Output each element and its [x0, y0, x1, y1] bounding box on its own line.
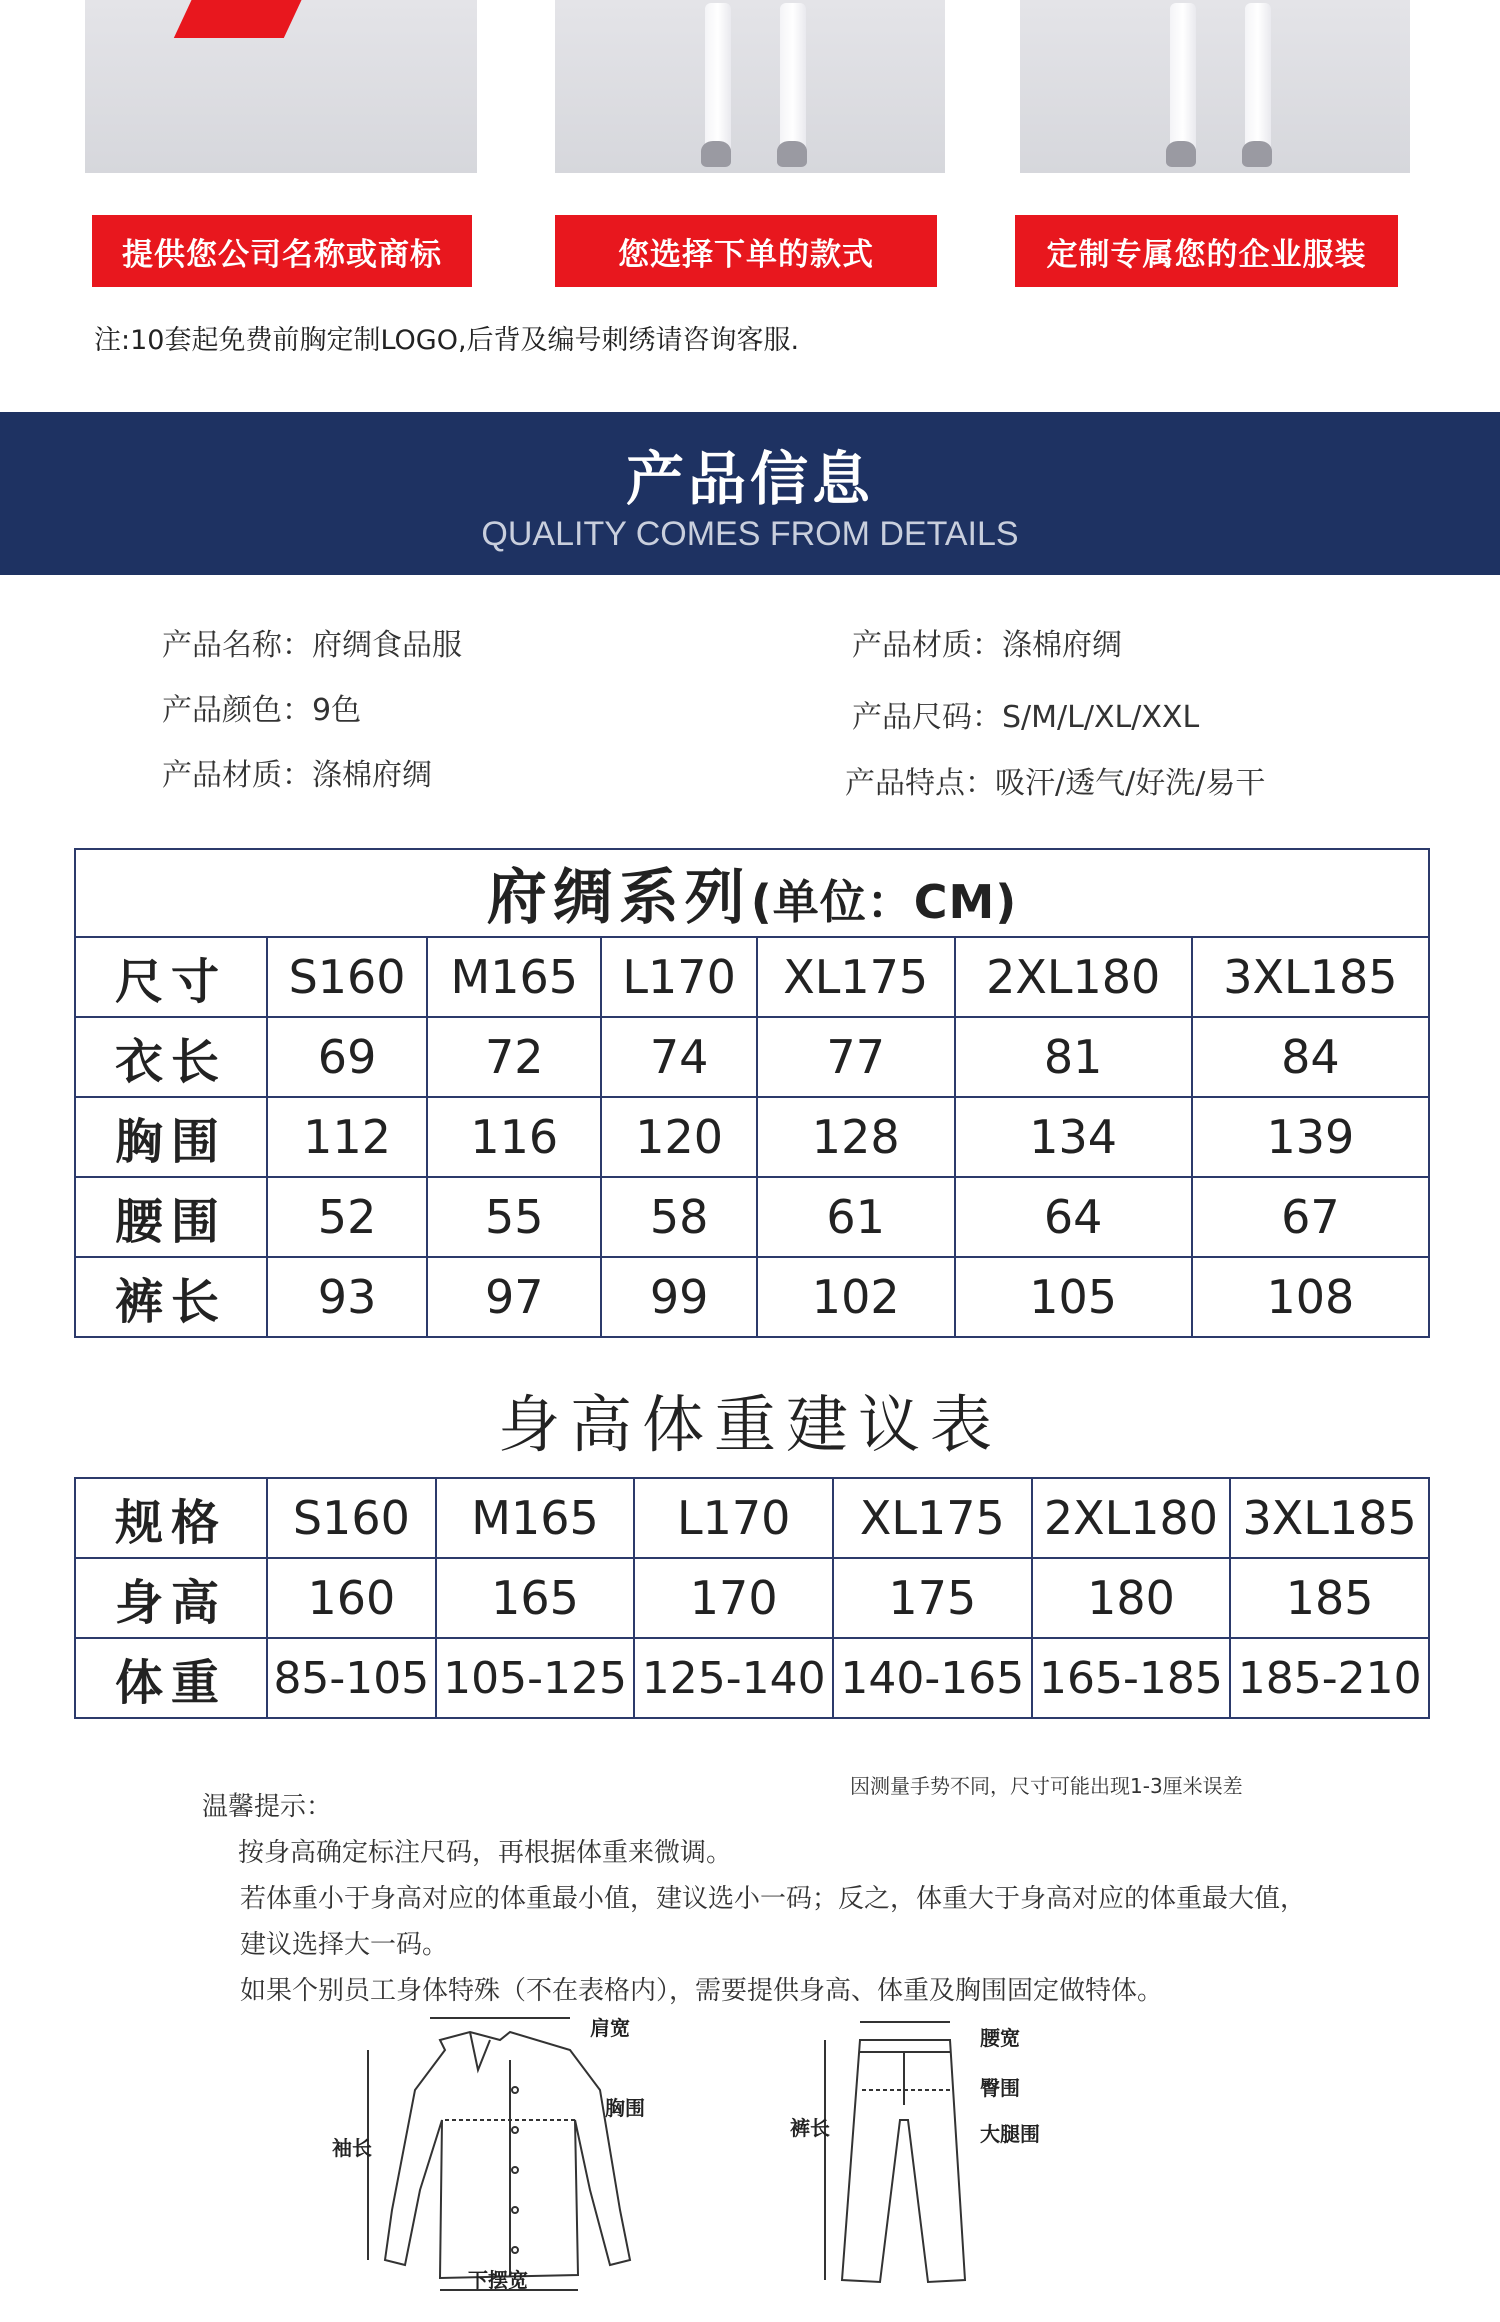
product-photo-logo [85, 0, 477, 173]
table-cell: 102 [757, 1257, 955, 1337]
tips-heading: 温馨提示： [202, 1792, 333, 1822]
table-row [75, 1638, 1429, 1718]
banner-subtitle: QUALITY COMES FROM DETAILS [481, 515, 1019, 553]
label-hem: 下摆宽 [468, 2268, 528, 2292]
table-cell: 112 [267, 1097, 427, 1177]
row-label: 衣长 [75, 1017, 267, 1097]
label-waist: 腰宽 [980, 2026, 1020, 2050]
info-color: 产品颜色：9色 [162, 693, 362, 728]
size-table [74, 848, 1430, 1338]
table-cell: 140-165 [833, 1638, 1032, 1718]
measure-error-note: 因测量手势不同，尺寸可能出现1-3厘米误差 [850, 1774, 1243, 1798]
table-cell: 180 [1032, 1558, 1231, 1638]
size-table-unit: (单位：CM) [750, 875, 1018, 929]
table-cell: 165 [436, 1558, 635, 1638]
table-row [75, 1017, 1429, 1097]
info-material-left: 产品材质：涤棉府绸 [162, 758, 432, 793]
table-cell: 55 [427, 1177, 601, 1257]
table-cell: 93 [267, 1257, 427, 1337]
label-shoulder: 肩宽 [590, 2016, 630, 2040]
table-cell: 85-105 [267, 1638, 436, 1718]
logo-note: 注:10套起免费前胸定制LOGO,后背及编号刺绣请咨询客服. [94, 325, 800, 356]
table-cell: 52 [267, 1177, 427, 1257]
step-button-2[interactable]: 您选择下单的款式 [555, 215, 937, 287]
info-sizes: 产品尺码：S/M/L/XL/XXL [852, 700, 1200, 735]
tip-line: 若体重小于身高对应的体重最小值，建议选小一码；反之，体重大于身高对应的体重最大值， [240, 1884, 1307, 1914]
table-cell: 185 [1230, 1558, 1429, 1638]
table-cell: 170 [634, 1558, 833, 1638]
section-banner [0, 412, 1500, 575]
table-cell: XL175 [833, 1478, 1032, 1558]
info-name: 产品名称：府绸食品服 [162, 628, 462, 663]
step-button-1[interactable]: 提供您公司名称或商标 [92, 215, 472, 287]
label-pants-length: 裤长 [790, 2116, 830, 2140]
table-cell: 185-210 [1230, 1638, 1429, 1718]
size-table-title-text: 府绸系列 [486, 863, 751, 933]
table-cell: 77 [757, 1017, 955, 1097]
table-cell: 3XL185 [1230, 1478, 1429, 1558]
table-row [75, 1558, 1429, 1638]
info-features: 产品特点：吸汗/透气/好洗/易干 [845, 766, 1266, 801]
row-label: 胸围 [75, 1097, 267, 1177]
step-button-3[interactable]: 定制专属您的企业服装 [1015, 215, 1398, 287]
table-cell: 58 [601, 1177, 756, 1257]
label-sleeve: 袖长 [332, 2136, 372, 2160]
table-cell: 108 [1192, 1257, 1429, 1337]
table-cell: 99 [601, 1257, 756, 1337]
table-cell: L170 [601, 937, 756, 1017]
banner-title: 产品信息 [625, 445, 874, 513]
row-label: 体重 [75, 1638, 267, 1718]
table-cell: M165 [436, 1478, 635, 1558]
product-photo-style [555, 0, 945, 173]
label-chest: 胸围 [605, 2096, 645, 2120]
table-cell: 2XL180 [955, 937, 1192, 1017]
table-cell: XL175 [757, 937, 955, 1017]
label-hip: 臀围 [980, 2076, 1020, 2100]
tip-line: 按身高确定标注尺码，再根据体重来微调。 [238, 1838, 733, 1868]
table-cell: 116 [427, 1097, 601, 1177]
table-cell: 160 [267, 1558, 436, 1638]
table-row [75, 1177, 1429, 1257]
table-cell: 72 [427, 1017, 601, 1097]
weight-table-title: 身高体重建议表 [497, 1388, 1002, 1461]
table-cell: S160 [267, 937, 427, 1017]
info-material-right: 产品材质：涤棉府绸 [852, 628, 1122, 663]
table-cell: 125-140 [634, 1638, 833, 1718]
table-cell: 69 [267, 1017, 427, 1097]
table-cell: S160 [267, 1478, 436, 1558]
label-thigh: 大腿围 [980, 2122, 1040, 2146]
table-cell: L170 [634, 1478, 833, 1558]
row-label: 尺寸 [75, 937, 267, 1017]
table-cell: 120 [601, 1097, 756, 1177]
table-cell: 128 [757, 1097, 955, 1177]
table-cell: 81 [955, 1017, 1192, 1097]
table-cell: M165 [427, 937, 601, 1017]
table-row [75, 1257, 1429, 1337]
table-row [75, 1478, 1429, 1558]
tip-line: 如果个别员工身体特殊（不在表格内），需要提供身高、体重及胸围固定做特体。 [240, 1976, 1164, 2006]
table-cell: 97 [427, 1257, 601, 1337]
weight-table [74, 1477, 1430, 1719]
table-cell: 175 [833, 1558, 1032, 1638]
size-table-title [75, 849, 1429, 937]
row-label: 裤长 [75, 1257, 267, 1337]
table-cell: 74 [601, 1017, 756, 1097]
table-cell: 67 [1192, 1177, 1429, 1257]
table-cell: 105-125 [436, 1638, 635, 1718]
row-label: 身高 [75, 1558, 267, 1638]
table-cell: 61 [757, 1177, 955, 1257]
table-cell: 165-185 [1032, 1638, 1231, 1718]
row-label: 规格 [75, 1478, 267, 1558]
table-cell: 139 [1192, 1097, 1429, 1177]
table-cell: 134 [955, 1097, 1192, 1177]
product-photo-custom [1020, 0, 1410, 173]
table-cell: 84 [1192, 1017, 1429, 1097]
table-cell: 3XL185 [1192, 937, 1429, 1017]
table-cell: 64 [955, 1177, 1192, 1257]
table-row [75, 1097, 1429, 1177]
row-label: 腰围 [75, 1177, 267, 1257]
table-cell: 2XL180 [1032, 1478, 1231, 1558]
tip-line: 建议选择大一码。 [240, 1930, 449, 1960]
pants-diagram [800, 2010, 990, 2300]
logo-fragment [174, 0, 306, 38]
table-row [75, 937, 1429, 1017]
table-cell: 105 [955, 1257, 1192, 1337]
